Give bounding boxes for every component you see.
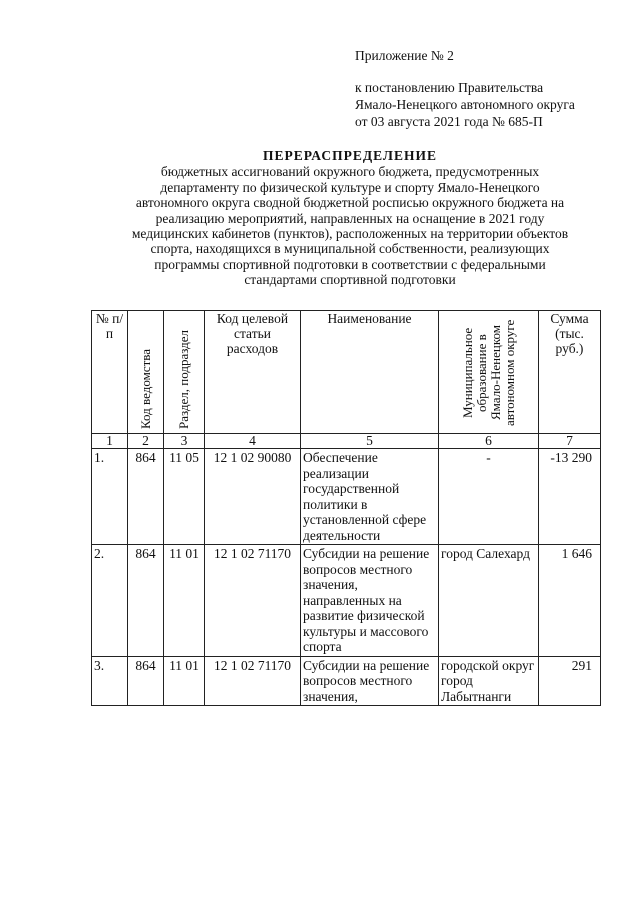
header-amount-label: Сумма (тыс. руб.) xyxy=(550,311,589,356)
table-row xyxy=(92,656,601,706)
subtitle-line: стандартами спортивной подготовки xyxy=(244,272,456,288)
subtitle-line: программы спортивной подготовки в соответствии с федеральными xyxy=(154,256,546,272)
header-name xyxy=(301,311,439,434)
column-number-row xyxy=(92,434,601,449)
column-number: 3 xyxy=(164,434,205,449)
column-number: 1 xyxy=(92,434,128,449)
cell-section: 11 01 xyxy=(164,656,205,706)
cell-code: 12 1 02 90080 xyxy=(205,449,301,545)
cell-num: 3. xyxy=(92,656,128,706)
header-target-code xyxy=(205,311,301,434)
header-section xyxy=(164,311,205,434)
cell-amount: 291 xyxy=(539,656,601,706)
header-num xyxy=(92,311,128,434)
column-number: 5 xyxy=(301,434,439,449)
cell-municipality: городской округ город Лабытнанги xyxy=(439,656,539,706)
subtitle-line: спорта, находящихся в муниципальной собственности, реализующих xyxy=(150,241,550,257)
header-target-code-label: Код целевой статьи расходов xyxy=(216,311,289,356)
appendix-header xyxy=(355,47,575,130)
cell-code: 12 1 02 71170 xyxy=(205,545,301,657)
document-title-block xyxy=(100,148,600,288)
column-number: 6 xyxy=(439,434,539,449)
column-number: 2 xyxy=(128,434,164,449)
cell-section: 11 01 xyxy=(164,545,205,657)
document-title: ПЕРЕРАСПРЕДЕЛЕНИЕ xyxy=(262,148,438,163)
cell-num: 1. xyxy=(92,449,128,545)
subtitle-line: медицинских кабинетов (пунктов), расположенных на территории объектов xyxy=(131,226,569,242)
subtitle-line: бюджетных ассигнований окружного бюджета, предусмотренных xyxy=(160,164,540,180)
subtitle-line: автономного округа сводной бюджетной росписью окружного бюджета на xyxy=(135,195,565,211)
header-name-label: Наименование xyxy=(327,311,412,326)
cell-name: Субсидии на решение вопросов местного значения, направленных на развитие физической культуры и массового спорта xyxy=(301,545,439,657)
table-row xyxy=(92,449,601,545)
cell-amount: 1 646 xyxy=(539,545,601,657)
cell-dept: 864 xyxy=(128,545,164,657)
column-number: 4 xyxy=(205,434,301,449)
cell-name: Обеспечение реализации государственной политики в установленной сфере деятельности xyxy=(301,449,439,545)
table-header-row xyxy=(92,311,601,434)
cell-name: Субсидии на решение вопросов местного значения, xyxy=(301,656,439,706)
header-num-label: № п/п xyxy=(95,311,124,341)
redistribution-table xyxy=(91,310,601,706)
appendix-ref-line: к постановлению Правительства xyxy=(355,80,544,95)
header-municipality xyxy=(439,311,539,434)
table-row xyxy=(92,545,601,657)
cell-num: 2. xyxy=(92,545,128,657)
column-number: 7 xyxy=(539,434,601,449)
header-dept-code-label: Код ведомства xyxy=(137,349,153,429)
cell-municipality: - xyxy=(439,449,539,545)
subtitle-line: департаменту по физической культуре и спорту Ямало-Ненецкого xyxy=(160,179,540,195)
appendix-ref-line: Ямало-Ненецкого автономного округа xyxy=(355,97,575,112)
header-municipality-label: Муниципальное образование в Ямало-Ненецком автономном округе xyxy=(459,319,517,427)
cell-code: 12 1 02 71170 xyxy=(205,656,301,706)
appendix-ref-line: от 03 августа 2021 года № 685-П xyxy=(355,114,543,129)
subtitle-line: реализацию мероприятий, направленных на оснащение в 2021 году xyxy=(155,210,545,226)
cell-amount: -13 290 xyxy=(539,449,601,545)
header-dept-code xyxy=(128,311,164,434)
appendix-label: Приложение № 2 xyxy=(355,48,454,63)
cell-dept: 864 xyxy=(128,449,164,545)
cell-dept: 864 xyxy=(128,656,164,706)
header-section-label: Раздел, подраздел xyxy=(176,329,191,429)
header-amount xyxy=(539,311,601,434)
cell-section: 11 05 xyxy=(164,449,205,545)
cell-municipality: город Салехард xyxy=(439,545,539,657)
